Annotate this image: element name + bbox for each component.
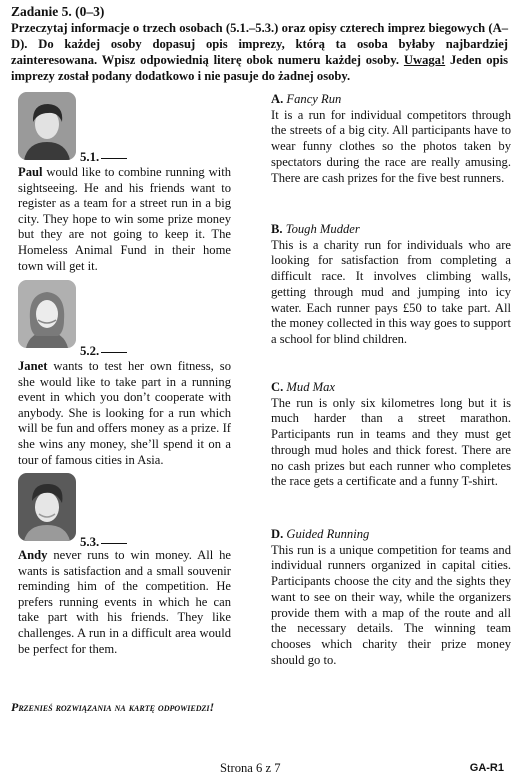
person-number-5-3: 5.3. xyxy=(80,535,127,550)
event-b-text: This is a charity run for individuals who are looking for satisfaction from completing a difficult race. It involves climbing walls, getting through mud and jumping into icy water. Each runner pays £50 to take part. All the money collected in this way goes to support a school for blind children. xyxy=(271,237,511,346)
janet-photo xyxy=(18,280,76,348)
task-title: Zadanie 5. (0–3) xyxy=(11,4,105,19)
page-number: Strona 6 z 7 xyxy=(220,761,281,775)
event-a xyxy=(271,92,511,186)
person-name-andy: Andy xyxy=(18,548,48,562)
person-number-5-1: 5.1. xyxy=(80,150,127,165)
exam-code: GA-R1 xyxy=(469,762,504,774)
person-number-5-2: 5.2. xyxy=(80,344,127,359)
andy-photo xyxy=(18,473,76,541)
task-instruction xyxy=(11,20,508,84)
event-a-text: It is a run for individual competitors through the streets of a big city. All participants have to wear funny clothes so the photos taken by spectators during the race are really amusing. There are cash prizes for the five best runners. xyxy=(271,107,511,185)
event-b-heading: B. Tough Mudder xyxy=(271,222,360,236)
instruction-text: Przeczytaj informacje o trzech osobach (5.1.–5.3.) oraz opisy czterech imprez biegowych (A–D). Do każdej osoby dopasuj opis imprezy, którą ta osoba byłaby najbardziej zainteresowana. Wpisz odpowiednią literę obok numeru każdej osoby. xyxy=(11,21,508,67)
person-andy-text: Andy never runs to win money. All he wants is satisfaction and a small souvenir reminding him of the competition. He prefers running events in which he can take part with his friends. They like challenges. A run in a difficult area would be perfect for them. xyxy=(18,548,232,656)
person-paul-text: Paul would like to combine running with sightseeing. He and his friends want to register as a team for a street run in a big city. They hope to win some prize money but they are not going to keep it. The Homeless Animal Fund in their home town will get it. xyxy=(18,165,231,273)
event-d-heading: D. Guided Running xyxy=(271,527,370,541)
paul-photo xyxy=(18,92,76,160)
person-janet-text: Janet wants to test her own fitness, so she would like to take part in a running event in which you don’t cooperate with anybody. She is looking for a run which will be fun and offers money as a prize. If she wins any money, she’ll spend it on a tour of famous cities in Asia. xyxy=(18,359,231,467)
event-d-text: This run is a unique competition for teams and individual runners organized in capital cities. Participants choose the city and the sights they want to see on their way, while the organizers provide them with a map of the route and all the necessary details. The winning team chooses which charity their prize money should go to. xyxy=(271,542,511,667)
event-a-heading: A. Fancy Run xyxy=(271,92,342,106)
event-d xyxy=(271,527,511,668)
event-c-text: The run is only six kilometres long but it is much harder than a street marathon. Participants run in teams and they must get through mud holes and thick forest. There are no cash prizes but each runner who completes the race gets a certificate and a funny T-shirt. xyxy=(271,395,511,489)
event-c xyxy=(271,380,511,490)
warning-text: Jeden opis imprezy został podany dodatkowo i nie pasuje do żadnej osoby. xyxy=(11,53,508,83)
warning-label: Uwaga! xyxy=(403,53,446,67)
answer-blank-5-3[interactable] xyxy=(101,543,127,544)
event-b xyxy=(271,222,511,348)
event-c-heading: C. Mud Max xyxy=(271,380,336,394)
person-name-paul: Paul xyxy=(18,165,43,179)
person-name-janet: Janet xyxy=(18,359,48,373)
answer-blank-5-1[interactable] xyxy=(101,158,127,159)
answer-blank-5-2[interactable] xyxy=(101,352,127,353)
transfer-note: Przenieś rozwiązania na kartę odpowiedzi! xyxy=(11,700,215,714)
